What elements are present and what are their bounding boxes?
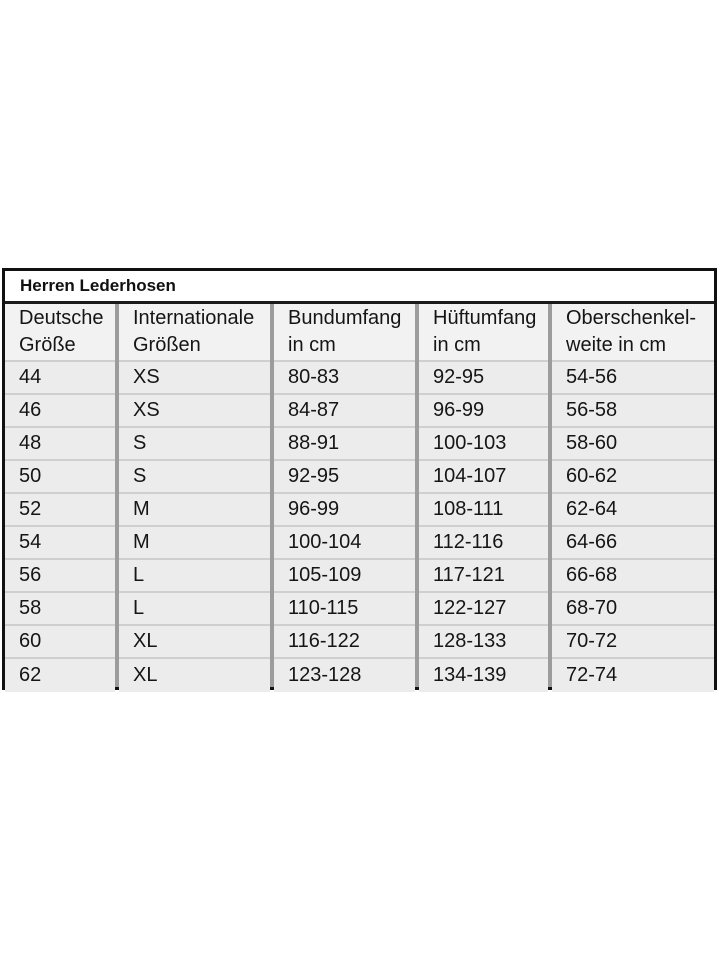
table-cell: 46 — [5, 395, 115, 428]
table-cell: 56-58 — [552, 395, 714, 428]
table-cell: 122-127 — [419, 593, 548, 626]
header-line: in cm — [433, 334, 481, 356]
table-cell: 62 — [5, 659, 115, 692]
column-header — [552, 304, 714, 362]
table-cell: 117-121 — [419, 560, 548, 593]
table-cell: 44 — [5, 362, 115, 395]
column-header — [119, 304, 270, 362]
table-cell: 104-107 — [419, 461, 548, 494]
table-cell: 110-115 — [274, 593, 415, 626]
table-cell: 64-66 — [552, 527, 714, 560]
table-cell: M — [119, 494, 270, 527]
size-chart-table — [2, 268, 717, 690]
column-header — [274, 304, 415, 362]
column-internationale-groessen — [119, 304, 274, 687]
table-cell: 50 — [5, 461, 115, 494]
table-cell: 60-62 — [552, 461, 714, 494]
table-cell: L — [119, 593, 270, 626]
table-cell: 128-133 — [419, 626, 548, 659]
header-line: Bundumfang — [288, 307, 402, 329]
table-cell: 84-87 — [274, 395, 415, 428]
table-cell: XS — [119, 395, 270, 428]
column-hueftumfang — [419, 304, 552, 687]
table-cell: 100-103 — [419, 428, 548, 461]
table-cell: 88-91 — [274, 428, 415, 461]
column-oberschenkelweite — [552, 304, 714, 687]
table-cell: 72-74 — [552, 659, 714, 692]
table-cell: 62-64 — [552, 494, 714, 527]
column-header — [419, 304, 548, 362]
table-cell: XL — [119, 659, 270, 692]
table-cell: 123-128 — [274, 659, 415, 692]
table-cell: 108-111 — [419, 494, 548, 527]
table-cell: XS — [119, 362, 270, 395]
header-line: Oberschenkel- — [566, 307, 697, 329]
table-cell: 68-70 — [552, 593, 714, 626]
table-cell: L — [119, 560, 270, 593]
table-cell: 58 — [5, 593, 115, 626]
header-line: Internationale — [133, 307, 255, 329]
table-cell: 66-68 — [552, 560, 714, 593]
table-cell: 134-139 — [419, 659, 548, 692]
table-cell: M — [119, 527, 270, 560]
table-cell: 96-99 — [419, 395, 548, 428]
table-cell: 56 — [5, 560, 115, 593]
table-grid — [5, 304, 714, 687]
header-line: Deutsche — [19, 307, 104, 329]
table-cell: S — [119, 428, 270, 461]
table-cell: 70-72 — [552, 626, 714, 659]
table-cell: 116-122 — [274, 626, 415, 659]
table-cell: 105-109 — [274, 560, 415, 593]
table-cell: 52 — [5, 494, 115, 527]
table-cell: 58-60 — [552, 428, 714, 461]
table-cell: 54 — [5, 527, 115, 560]
table-cell: S — [119, 461, 270, 494]
header-line: in cm — [288, 334, 336, 356]
header-line: Größe — [19, 334, 76, 356]
table-cell: 60 — [5, 626, 115, 659]
table-cell: 80-83 — [274, 362, 415, 395]
table-cell: 92-95 — [274, 461, 415, 494]
table-cell: 96-99 — [274, 494, 415, 527]
header-line: weite in cm — [566, 334, 667, 356]
table-title: Herren Lederhosen — [5, 271, 714, 304]
column-header — [5, 304, 115, 362]
table-cell: 92-95 — [419, 362, 548, 395]
table-cell: 112-116 — [419, 527, 548, 560]
column-bundumfang — [274, 304, 419, 687]
header-line: Hüftumfang — [433, 307, 537, 329]
table-cell: 54-56 — [552, 362, 714, 395]
table-cell: 48 — [5, 428, 115, 461]
column-deutsche-groesse — [5, 304, 119, 687]
table-cell: 100-104 — [274, 527, 415, 560]
header-line: Größen — [133, 334, 201, 356]
table-cell: XL — [119, 626, 270, 659]
